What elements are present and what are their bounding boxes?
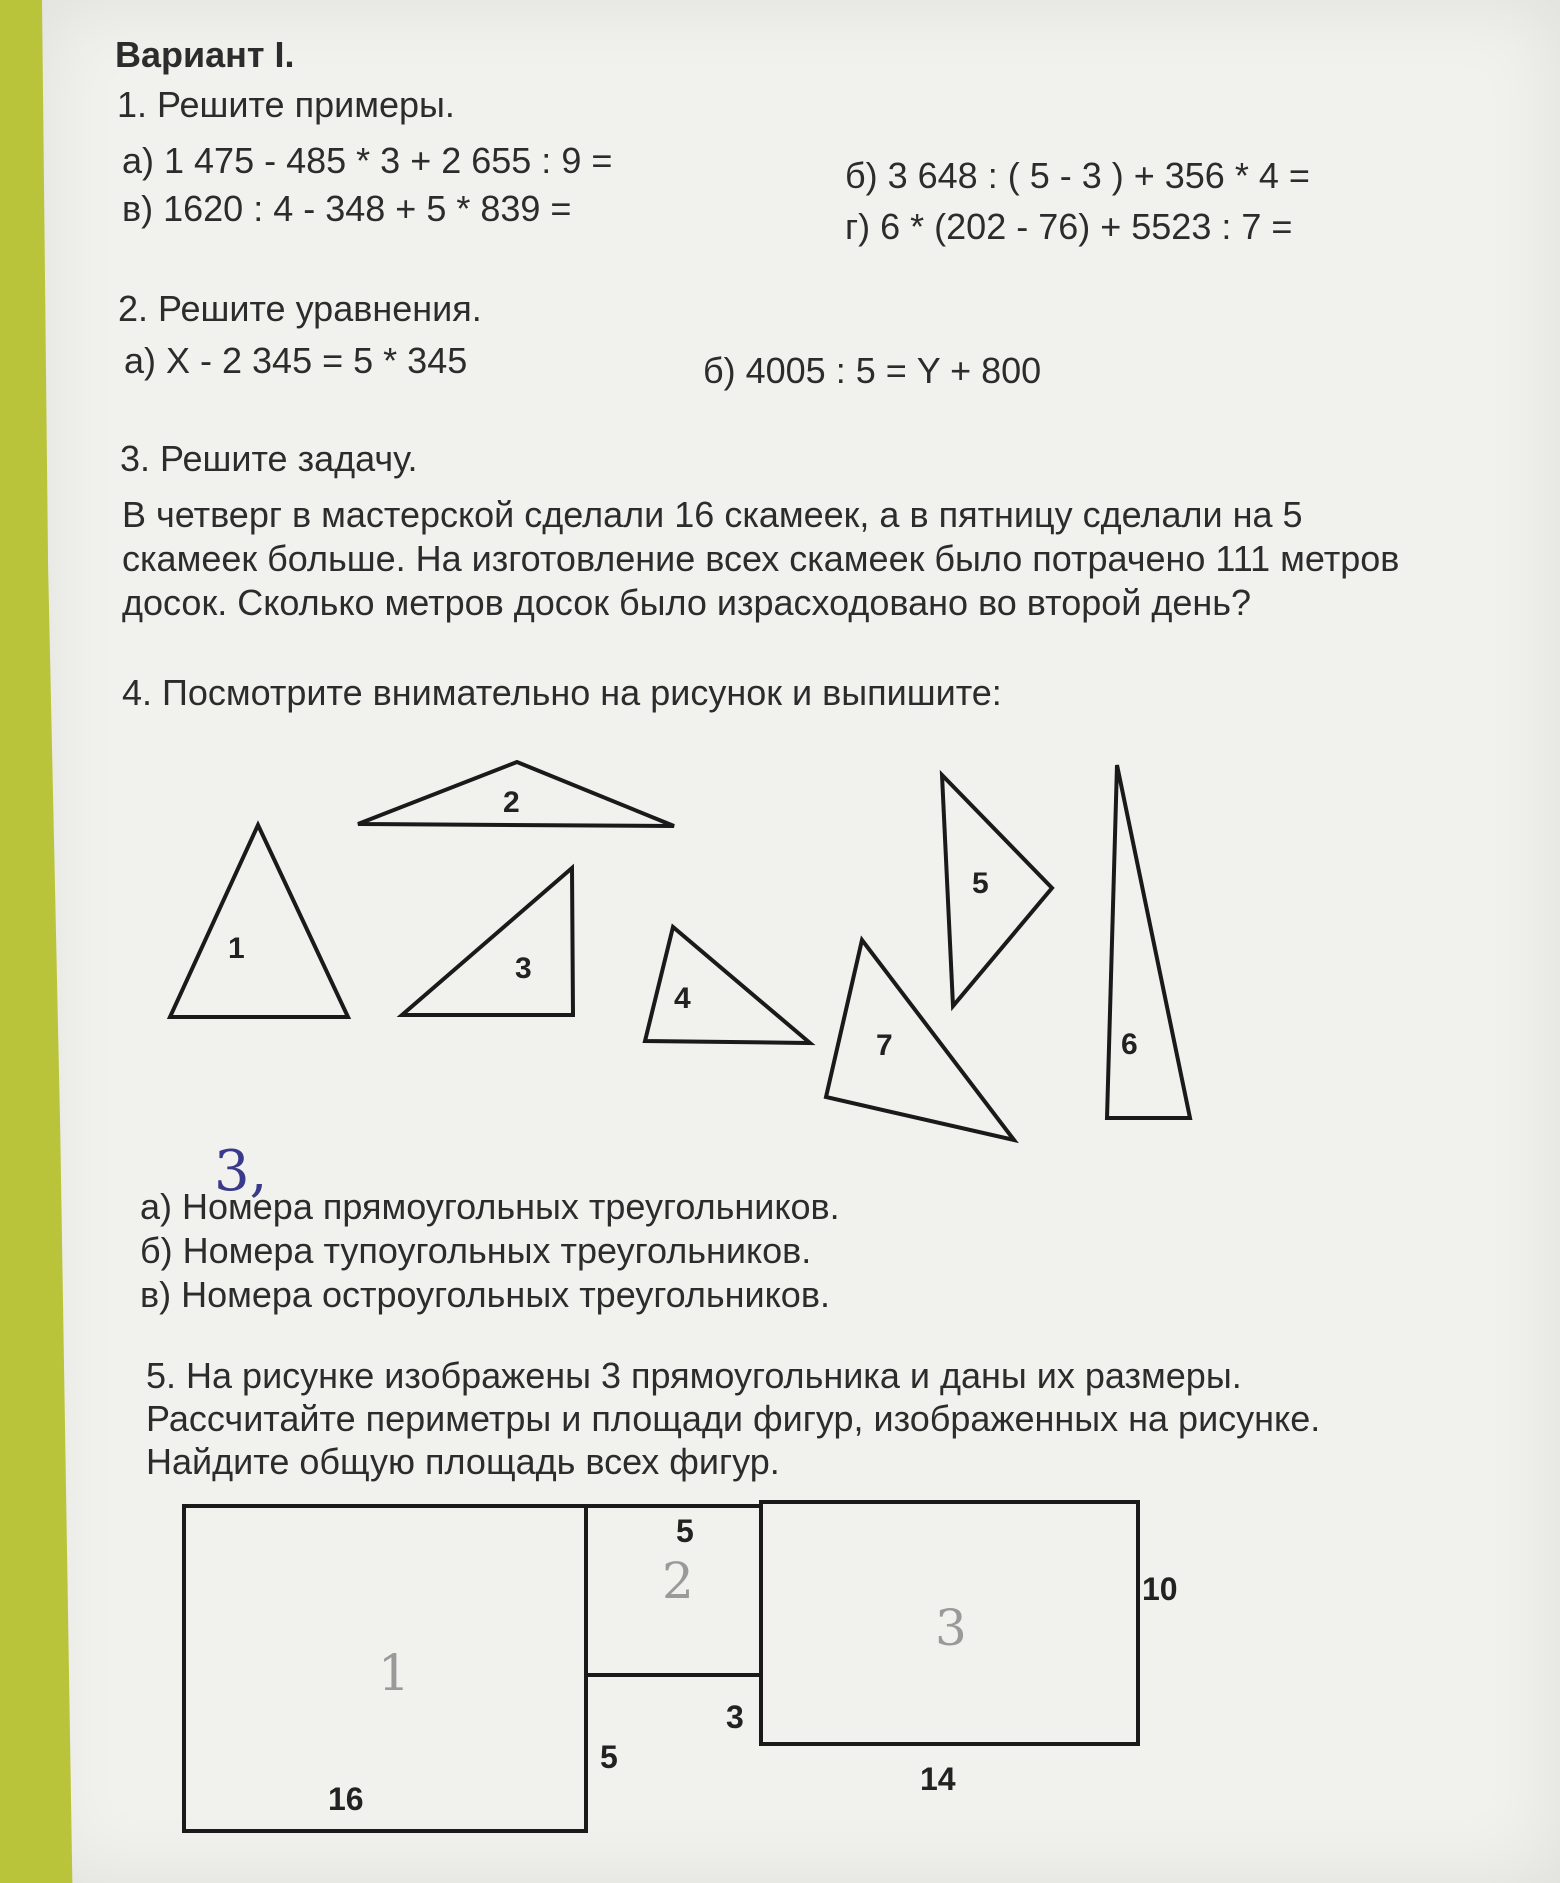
dim-rect2-bottom: 3 <box>726 1699 744 1735</box>
task1-heading: 1. Решите примеры. <box>117 84 455 125</box>
task5-line3: Найдите общую площадь всех фигур. <box>146 1441 780 1482</box>
variant-title: Вариант I. <box>115 34 295 75</box>
triangle-label-2: 2 <box>503 786 520 819</box>
triangle-label-4: 4 <box>674 982 691 1015</box>
dim-rect1-bottom: 16 <box>328 1781 364 1817</box>
task3-line3: досок. Сколько метров досок было израсходовано во второй день? <box>122 582 1252 623</box>
task2-b: б) 4005 : 5 = Y + 800 <box>703 350 1042 391</box>
handwritten-note: 3, <box>214 1139 268 1204</box>
rect-number-3: 3 <box>935 1599 967 1657</box>
task1-v: в) 1620 : 4 - 348 + 5 * 839 = <box>122 188 572 229</box>
dim-rect3-bottom: 14 <box>920 1761 956 1797</box>
rect-number-2: 2 <box>662 1552 694 1610</box>
dim-rect2-top: 5 <box>676 1513 694 1549</box>
task3-line2: скамеек больше. На изготовление всех скамеек было потрачено 111 метров <box>122 538 1400 579</box>
task3-heading: 3. Решите задачу. <box>120 438 418 479</box>
task1-b: б) 3 648 : ( 5 - 3 ) + 356 * 4 = <box>845 155 1310 196</box>
task4-b: б) Номера тупоугольных треугольников. <box>140 1230 812 1271</box>
task2-heading: 2. Решите уравнения. <box>118 288 482 329</box>
task1-g: г) 6 * (202 - 76) + 5523 : 7 = <box>845 206 1293 247</box>
task1-a: а) 1 475 - 485 * 3 + 2 655 : 9 = <box>122 140 613 181</box>
task4-a: а) Номера прямоугольных треугольников. <box>140 1186 840 1227</box>
task5-line2: Рассчитайте периметры и площади фигур, изображенных на рисунке. <box>146 1398 1321 1439</box>
task3-line1: В четверг в мастерской сделали 16 скамеек, а в пятницу сделали на 5 <box>122 494 1303 535</box>
dim-rect1-right: 5 <box>600 1739 618 1775</box>
triangle-label-3: 3 <box>515 952 532 985</box>
triangle-label-7: 7 <box>876 1029 893 1062</box>
triangle-label-5: 5 <box>972 867 989 900</box>
dim-rect3-right: 10 <box>1142 1571 1178 1607</box>
task4-heading: 4. Посмотрите внимательно на рисунок и выпишите: <box>122 672 1002 713</box>
triangle-label-1: 1 <box>228 932 245 965</box>
task5-line1: 5. На рисунке изображены 3 прямоугольника и даны их размеры. <box>146 1355 1242 1396</box>
rect-number-1: 1 <box>378 1644 410 1702</box>
task2-a: а) Х - 2 345 = 5 * 345 <box>124 340 468 381</box>
task4-v: в) Номера остроугольных треугольников. <box>140 1274 830 1315</box>
triangle-label-6: 6 <box>1121 1028 1138 1061</box>
